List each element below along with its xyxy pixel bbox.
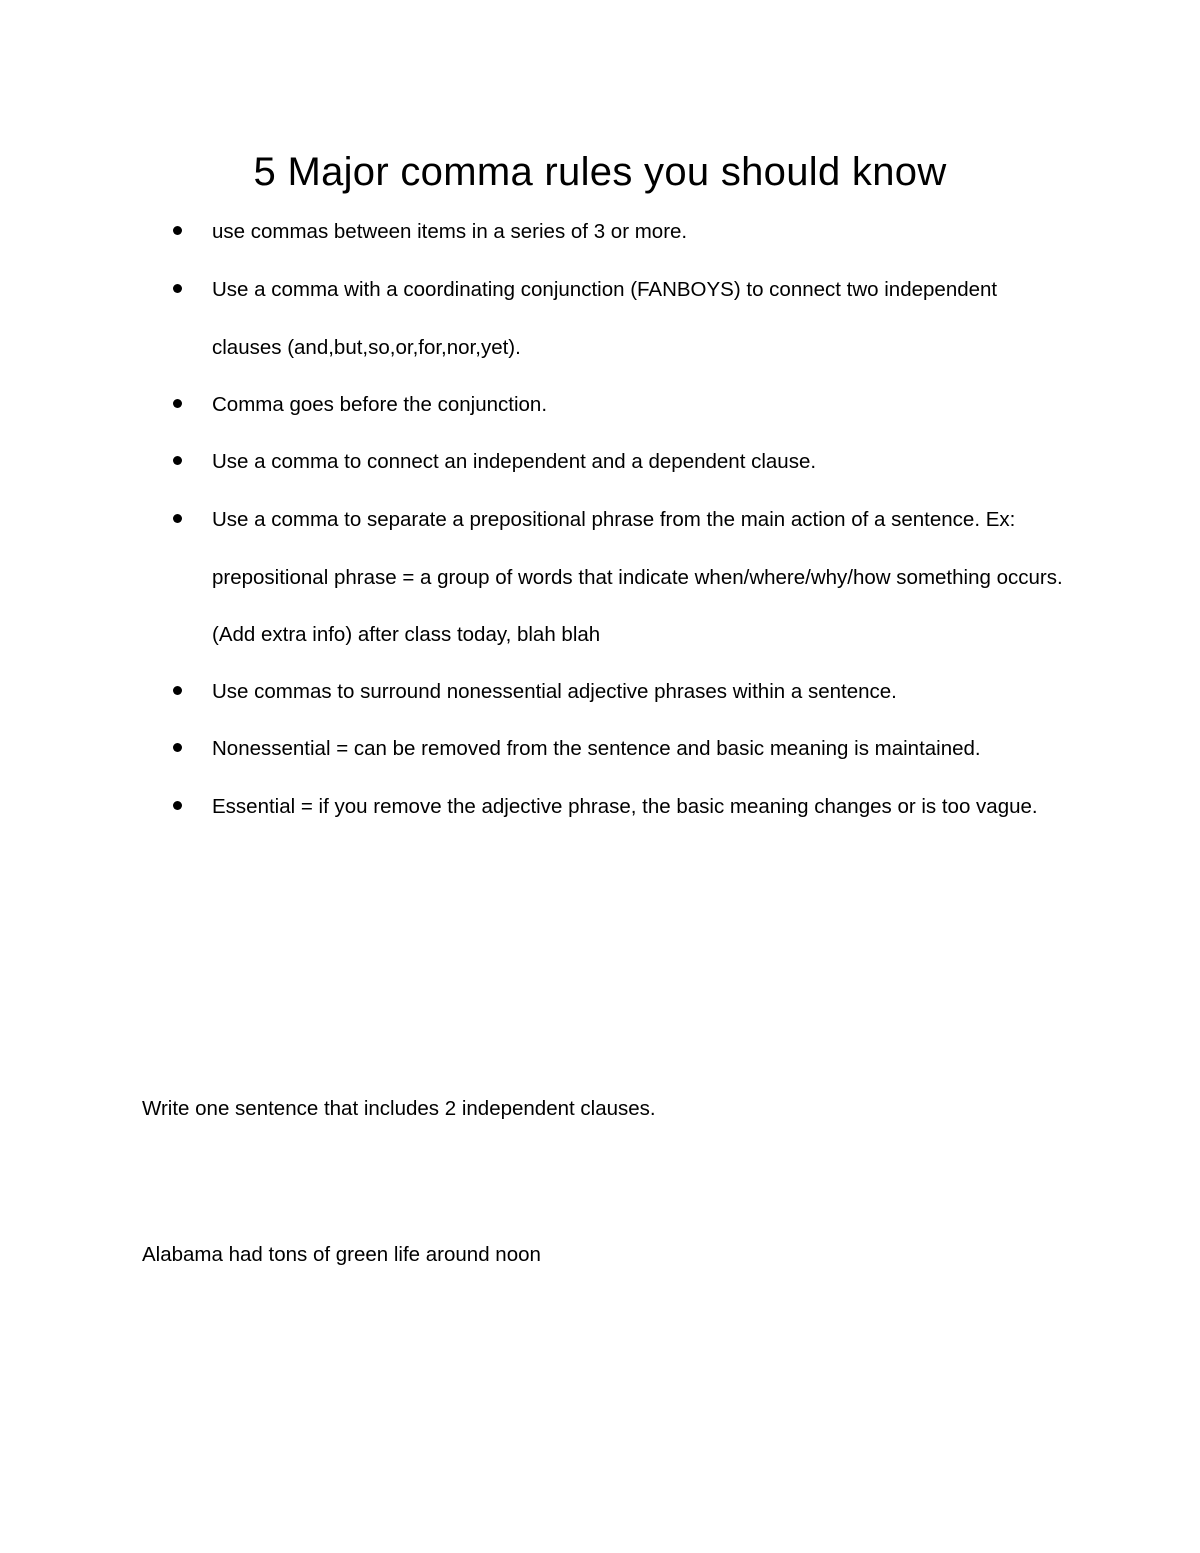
- list-item: [212, 203, 1072, 261]
- page-title: 5 Major comma rules you should know: [253, 150, 947, 194]
- list-item: [212, 376, 1072, 434]
- rule-text: Use commas to surround nonessential adjective phrases within a sentence.: [212, 680, 897, 703]
- list-item: [212, 663, 1072, 721]
- list-item: [212, 491, 1072, 664]
- bullet-icon: [173, 514, 182, 523]
- bullet-icon: [173, 743, 182, 752]
- bullet-icon: [173, 686, 182, 695]
- exercise-answer: Alabama had tons of green life around noon: [142, 1243, 541, 1266]
- rule-text: Nonessential = can be removed from the sentence and basic meaning is maintained.: [212, 737, 981, 760]
- bullet-icon: [173, 801, 182, 810]
- rule-text: Use a comma to connect an independent and a dependent clause.: [212, 450, 817, 473]
- bullet-icon: [173, 456, 182, 465]
- bullet-icon: [173, 284, 182, 293]
- bullet-icon: [173, 226, 182, 235]
- list-item: [212, 433, 1072, 491]
- rule-text: use commas between items in a series of 3 or more.: [212, 220, 688, 243]
- exercise-prompt: Write one sentence that includes 2 independent clauses.: [142, 1097, 656, 1120]
- rule-text: Comma goes before the conjunction.: [212, 393, 548, 416]
- rule-text: Essential = if you remove the adjective phrase, the basic meaning changes or is too vague.: [212, 795, 1038, 818]
- list-item: [212, 720, 1072, 778]
- list-item: [212, 778, 1072, 836]
- rule-text: Use a comma with a coordinating conjunction (FANBOYS) to connect two independent clauses (and,but,so,or,for,nor,yet).: [212, 278, 998, 359]
- rule-text: Use a comma to separate a prepositional phrase from the main action of a sentence. Ex: prepositional phrase = a group of words that indicate when/where/why/how something occurs. (Add extra info) after class today, blah blah: [212, 508, 1063, 647]
- list-item: [212, 261, 1072, 376]
- bullet-icon: [173, 399, 182, 408]
